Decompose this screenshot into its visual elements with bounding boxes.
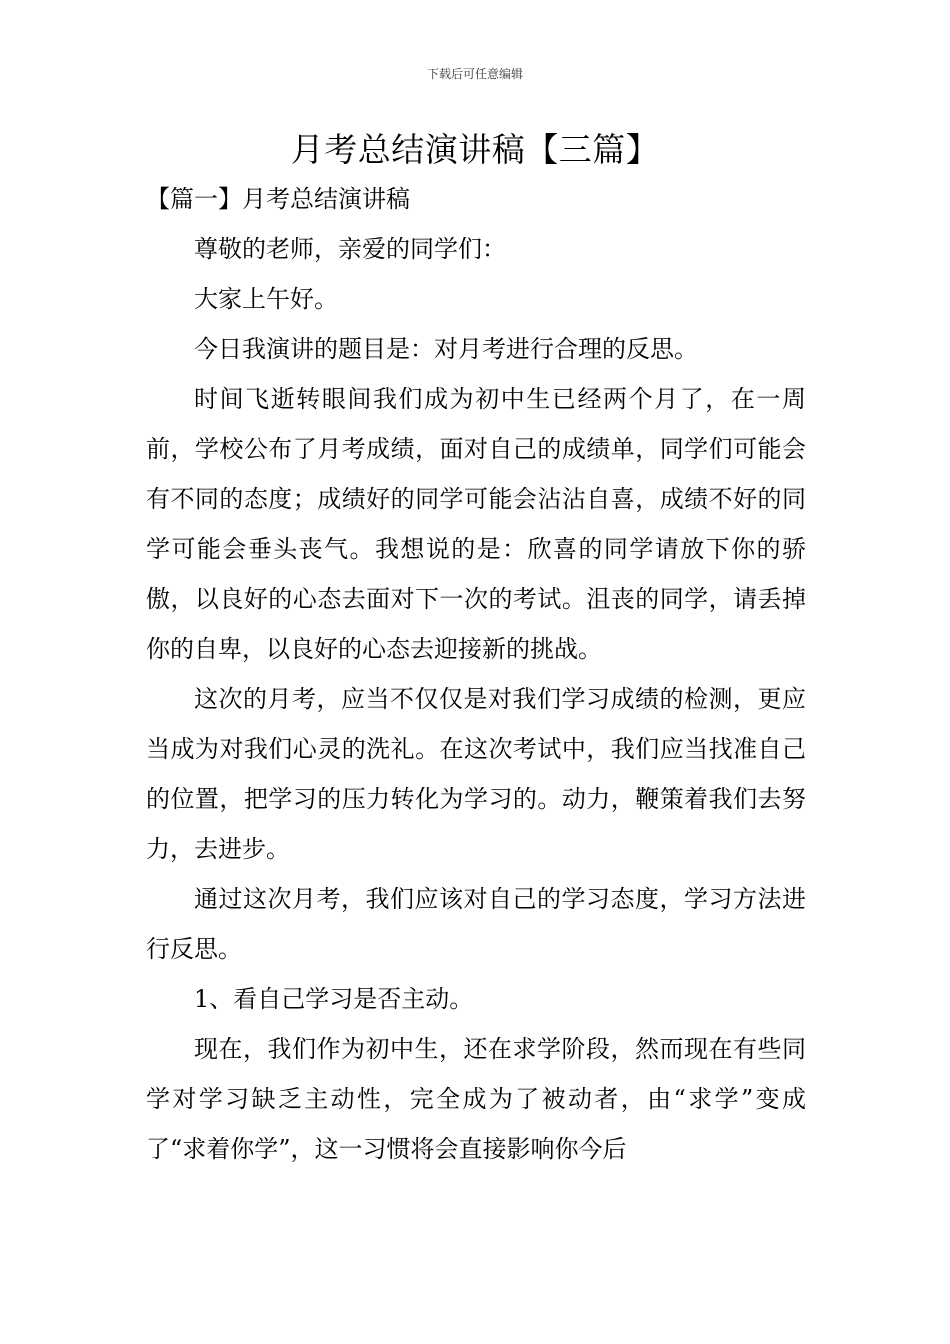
document-body <box>146 174 806 1174</box>
paragraph-salutation: 尊敬的老师，亲爱的同学们： <box>194 235 506 263</box>
paragraph-topic: 今日我演讲的题目是：对月考进行合理的反思。 <box>194 335 698 363</box>
paragraph-body: 通过这次月考，我们应该对自己的学习态度，学习方法进行反思。 <box>146 885 806 963</box>
document-title: 月考总结演讲稿【三篇】 <box>290 130 660 169</box>
paragraph-body: 时间飞逝转眼间我们成为初中生已经两个月了，在一周前，学校公布了月考成绩，面对自己的成绩单，同学们可能会有不同的态度；成绩好的同学可能会沾沾自喜，成绩不好的同学可能会垂头丧气。我想说的是：欣喜的同学请放下你的骄傲，以良好的心态去面对下一次的考试。沮丧的同学，请丢掉你的自卑，以良好的心态去迎接新的挑战。 <box>146 385 806 663</box>
section-heading: 【篇一】月考总结演讲稿 <box>146 185 410 213</box>
paragraph-body: 现在，我们作为初中生，还在求学阶段，然而现在有些同学对学习缺乏主动性，完全成为了被动者，由“求学”变成了“求着你学”，这一习惯将会直接影响你今后 <box>146 1035 806 1163</box>
paragraph-greeting: 大家上午好。 <box>194 285 338 313</box>
page-header-note: 下载后可任意编辑 <box>426 67 523 81</box>
paragraph-body: 这次的月考，应当不仅仅是对我们学习成绩的检测，更应当成为对我们心灵的洗礼。在这次考试中，我们应当找准自己的位置，把学习的压力转化为学习的。动力，鞭策着我们去努力，去进步。 <box>146 685 806 863</box>
paragraph-list-item: 1、看自己学习是否主动。 <box>194 985 474 1013</box>
